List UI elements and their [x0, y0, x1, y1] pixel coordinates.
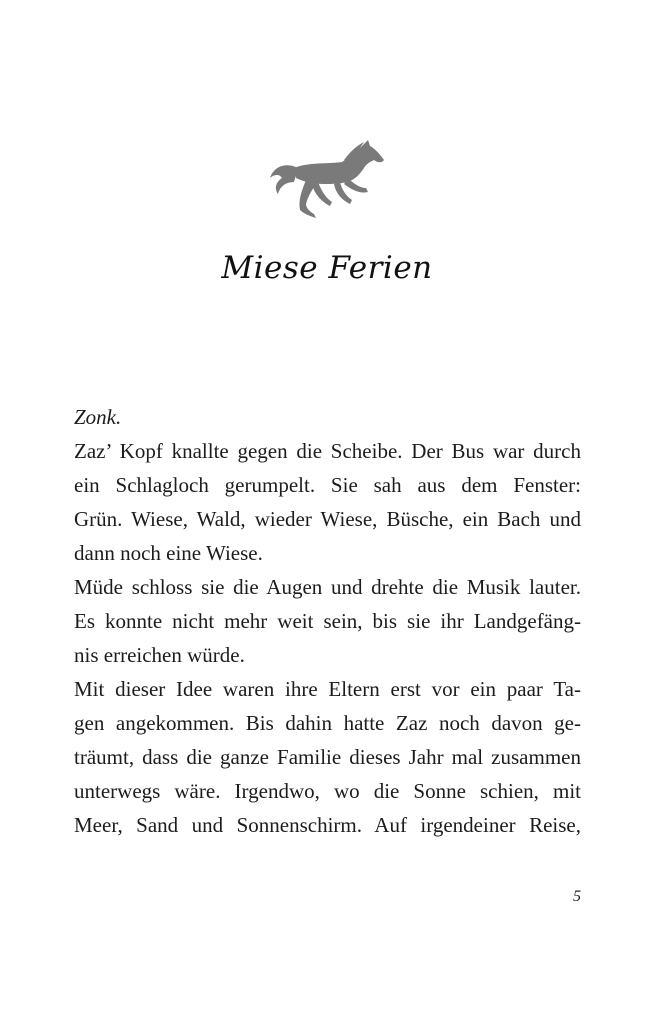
text-line: unterwegs wäre. Irgendwo, wo die Sonne schien, mit: [74, 779, 581, 803]
text-line: Es konnte nicht mehr weit sein, bis sie ihr Landgefäng-: [74, 609, 581, 633]
page-number: 5: [573, 888, 581, 905]
text-line: Müde schloss sie die Augen und drehte die Musik lauter.: [74, 575, 581, 599]
text-line: nis erreichen würde.: [74, 643, 245, 667]
text-line: Mit dieser Idee waren ihre Eltern erst vor ein paar Ta-: [74, 677, 581, 701]
text-line: Meer, Sand und Sonnenschirm. Auf irgendeiner Reise,: [74, 813, 581, 837]
text-line: Zonk.: [74, 405, 122, 429]
text-line: Zaz’ Kopf knallte gegen die Scheibe. Der Bus war durch: [74, 439, 581, 463]
text-line: dann noch eine Wiese.: [74, 541, 263, 565]
text-line: träumt, dass die ganze Familie dieses Jahr mal zusammen: [74, 745, 581, 769]
text-line: gen angekommen. Bis dahin hatte Zaz noch davon ge-: [74, 711, 581, 735]
text-line: Grün. Wiese, Wald, wieder Wiese, Büsche, ein Bach und: [74, 507, 581, 531]
text-line: ein Schlagloch gerumpelt. Sie sah aus dem Fenster:: [74, 473, 581, 497]
horse-silhouette-icon: [268, 138, 386, 220]
body-text: [74, 400, 581, 842]
chapter-title: Miese Ferien: [221, 250, 433, 286]
